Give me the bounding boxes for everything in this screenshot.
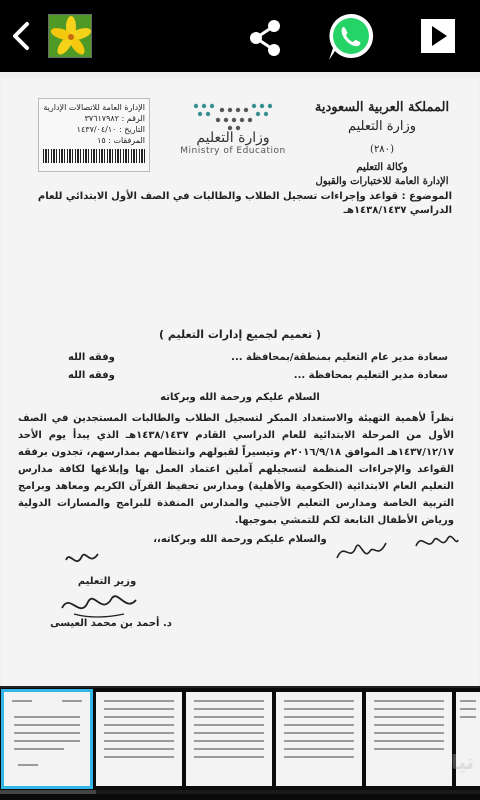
ref-number-label: الرقم : — [121, 114, 145, 123]
logo-dots-icon — [188, 100, 278, 132]
ref-attach-label: المرفقات : — [108, 136, 145, 145]
addressee-1 — [28, 352, 448, 363]
document-page — [2, 78, 478, 686]
signature-1-icon — [332, 533, 392, 567]
thumbnail-scroll-thumb[interactable] — [0, 790, 96, 794]
signature-2-icon — [412, 526, 462, 560]
thumbnail-page-4[interactable] — [276, 692, 362, 786]
ref-number-row — [43, 113, 145, 124]
subject-label: الموضوع : — [401, 191, 452, 202]
ref-date-label: التاريخ : — [118, 125, 145, 134]
minister-title: وزير التعليم — [77, 576, 137, 587]
closing-line: والسلام عليكم ورحمة الله وبركاته،، — [153, 534, 327, 545]
addressee-2-text: سعادة مدير التعليم بمحافظة ... — [293, 370, 448, 381]
thumbnail-page-5[interactable] — [366, 692, 452, 786]
ref-date-value: ١٤٣٧/٠٤/١٠ — [76, 125, 117, 134]
logo-arabic-text: وزارة التعليم — [196, 130, 270, 146]
share-icon[interactable] — [244, 16, 288, 60]
ref-attach-row — [43, 135, 145, 146]
ref-date-row — [43, 124, 145, 135]
circular-title: ( تعميم لجميع إدارات التعليم ) — [158, 328, 322, 341]
thumbnail-strip[interactable] — [0, 686, 480, 800]
thumbnail-page-1[interactable] — [4, 692, 90, 786]
kingdom-name: المملكة العربية السعودية — [314, 100, 450, 115]
addressee-2-greeting: وفقه الله — [68, 370, 115, 381]
agency-line-1: وكالة التعليم — [356, 162, 408, 173]
document-viewer[interactable] — [0, 72, 480, 686]
addressee-2 — [28, 370, 448, 381]
barcode — [43, 149, 145, 163]
addressee-1-greeting: وفقه الله — [68, 352, 115, 363]
action-bar — [0, 0, 480, 72]
letterhead-right — [312, 100, 452, 189]
subject-text: قواعد وإجراءات تسجيل الطلاب والطالبات في الصف الأول الابتدائي للعام الدراسي ١٤٣٨/١٤٣٧هـ — [37, 191, 452, 216]
thumbnail-page-3[interactable] — [186, 692, 272, 786]
play-icon[interactable] — [420, 18, 456, 54]
handwritten-mark-icon — [62, 546, 102, 574]
ref-dept: الإدارة العامة للاتصالات الإدارية — [43, 103, 145, 112]
body-paragraph: نظراً لأهمية التهيئة والاستعداد المبكر لتسجيل الطلاب والطالبات المستجدين في الصف الأول من المرحلة الابتدائية للعام الدراسي القادم ١٤٣٨/١٤٣٧هـ الذي يبدأ يوم الأحد ١٤٣٧/١٢/١٧هـ الموافق ٢٠١٦/٩/١٨م وتيسيراً لقبولهم وانتظامهم بمدارسهم، تجدون برفقه القواعد والإجراءات المنظمة لتسجيلهم آملين اعتماد العمل بها وإبلاغها لكافة مدارس التعليم العام الابتدائية (الحكومية والأهلية) ومدارس تحفيظ القرآن الكريم ومعاهد وبرامج التربية الخاصة ومدارس التعليم الأجنبي والمدارس المنفذة للبرامج والمسارات الدولية ورياض الأطفال التابعة لكم للتمشي بموجبها. — [18, 413, 455, 526]
reference-box — [38, 98, 150, 172]
greeting: السلام عليكم ورحمة الله وبركاته — [160, 392, 320, 403]
app-icon[interactable] — [48, 14, 92, 58]
agency-line-2: الإدارة العامة للاختبارات والقبول — [315, 176, 449, 187]
addressee-1-text: سعادة مدير عام التعليم بمنطقة/بمحافظة ... — [231, 352, 448, 363]
ref-attach-value: ١٥ — [97, 136, 106, 145]
letter-number: (٢٨٠) — [370, 144, 394, 155]
whatsapp-icon[interactable] — [324, 10, 378, 64]
minister-name: د. أحمد بن محمد العيسى — [50, 618, 172, 629]
thumbnail-page-2[interactable] — [96, 692, 182, 786]
chevron-left-icon[interactable] — [8, 20, 34, 52]
logo-english-text: Ministry of Education — [180, 146, 286, 156]
ministry-name: وزارة التعليم — [347, 119, 417, 134]
ref-number-value: ٣٧٦١٧٩٨٢ — [84, 114, 119, 123]
subject-line — [32, 190, 452, 218]
watermark: ﺗﻴﺎ — [450, 750, 474, 774]
ministry-logo — [178, 100, 288, 180]
